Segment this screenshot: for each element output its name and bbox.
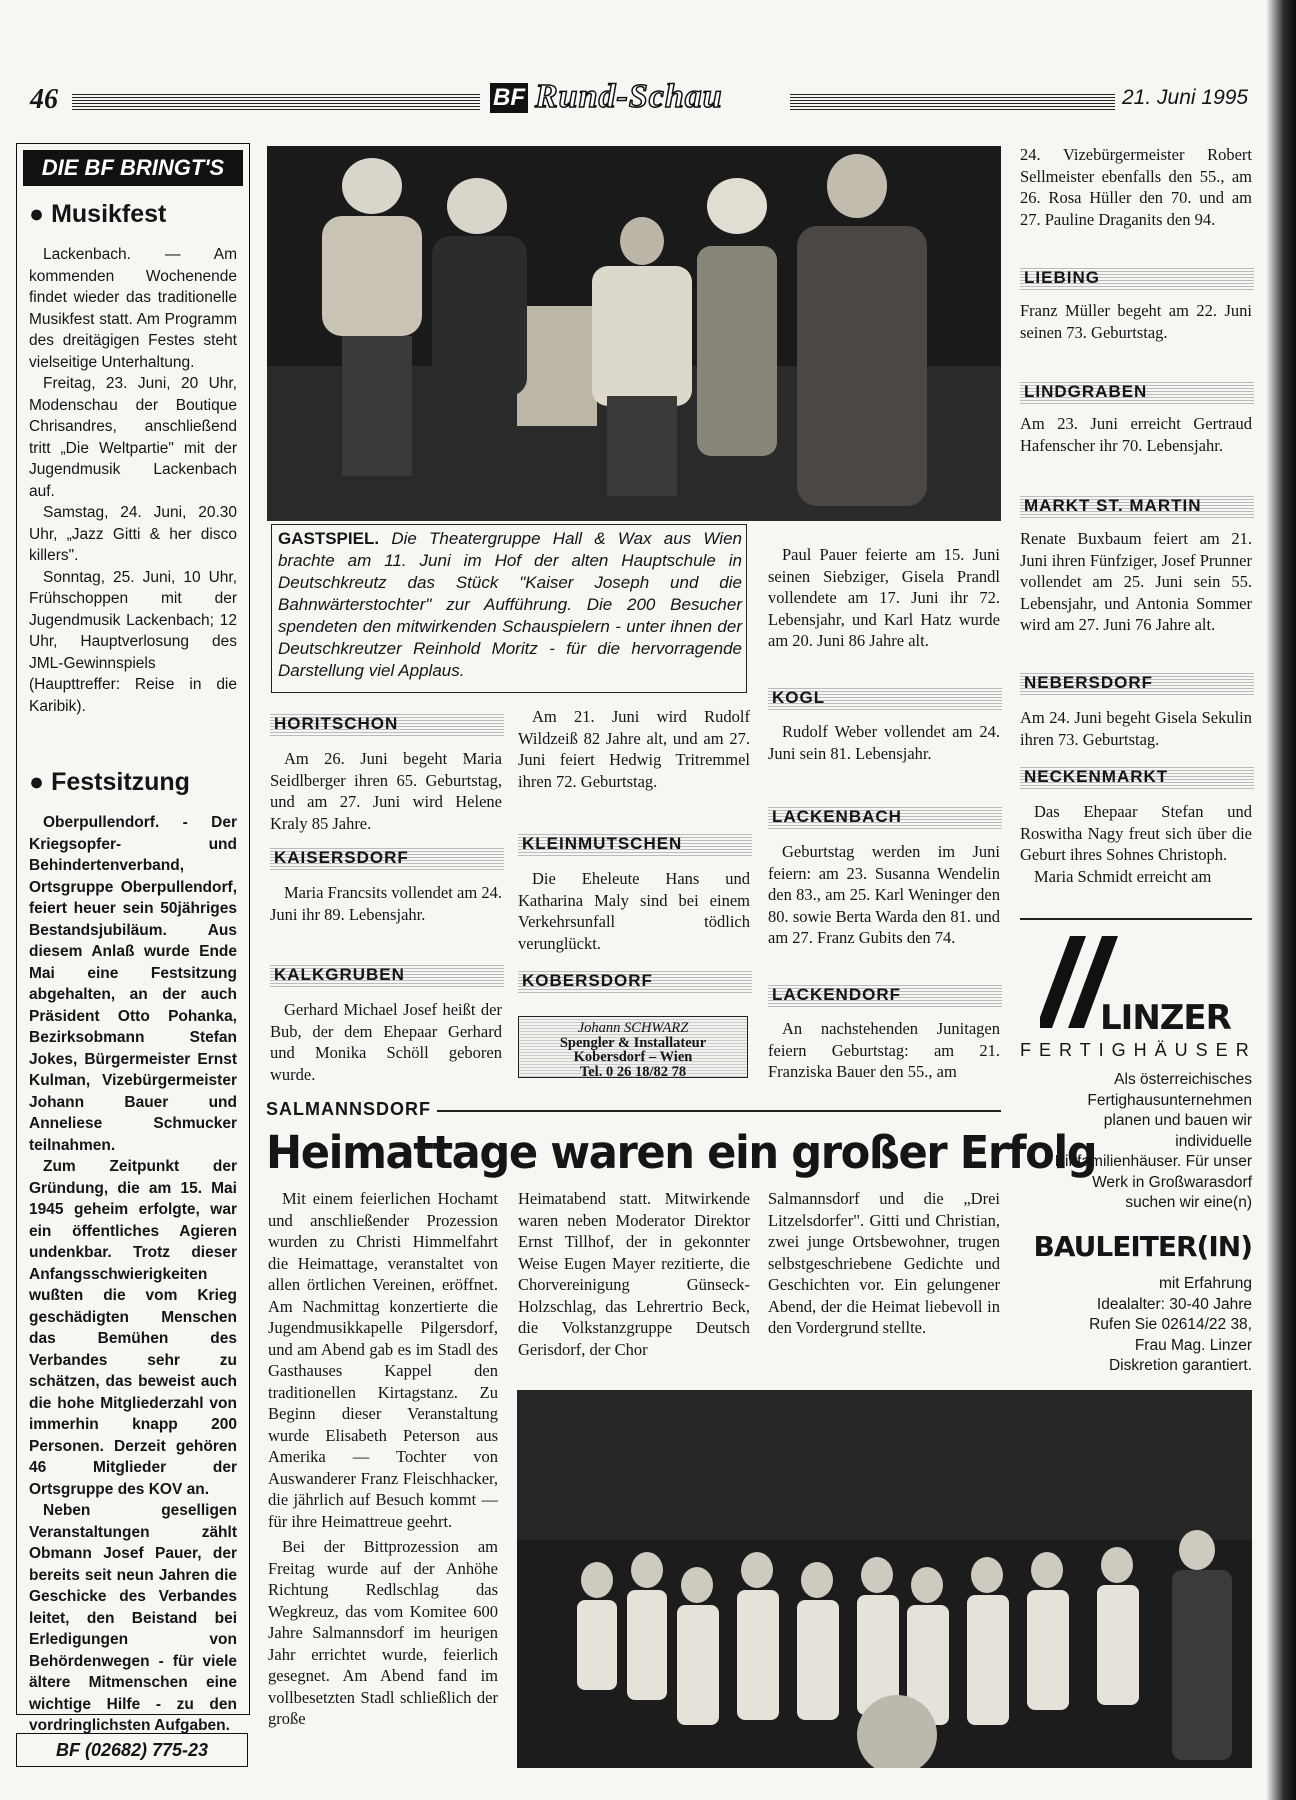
heading-liebing: LIEBING — [1020, 266, 1254, 290]
text-markt: Renate Buxbaum feiert am 21. Juni ihren Fünfziger, Josef Prunner vollendet am 25. Juni sein 55. Lebensjahr, und Antonia Sommer wird am 27. Juni 76 Jahre alt. — [1020, 529, 1252, 634]
bf-logo: BF — [490, 83, 528, 113]
text-nebersdorf: Am 24. Juni begeht Gisela Sekulin ihren 73. Geburtstag. — [1020, 708, 1252, 749]
text-kleinmutschen: Die Eheleute Hans und Katharina Maly sind bei einem Verkehrsunfall tödlich verunglückt. — [518, 869, 750, 953]
schwarz-name: Johann SCHWARZ — [577, 1020, 689, 1036]
musikfest-friday: Freitag, 23. Juni, 20 Uhr, Modenschau der Boutique Chrisandres, anschließend tritt „Die Weltpartie" mit der Jugendmusik Lackenbach auf. — [29, 375, 237, 500]
bullet-icon: ● — [29, 768, 45, 796]
article-col3: Salmannsdorf und die „Drei Litzelsdorfer". Gitti und Christian, zwei junge Ortsbewohner, trugen selbstgeschriebene Gedichte und Geschichten vor. Ein gelungener Abend, der die Heimat liebevoll in den Vordergrund stellte. — [768, 1189, 1000, 1337]
festsitzung-p2: Zum Zeitpunkt der Gründung, die am 15. Mai 1945 geheim erfolgte, war ein öffentliches Agieren undenkbar. Trotz dieser Anfangsschwierigkeiten wußten die vom Krieg geschädigten Menschen das Bemühen des Verbandes sehr zu schätzen, das beweist auch die hohe Mitgliederzahl von immerhin knapp 200 Personen. Derzeit gehören 46 Mitglieder der Ortsgruppe des KOV an. — [29, 1158, 237, 1498]
text-kalkgruben: Gerhard Michael Josef heißt der Bub, der dem Ehepaar Gerhard und Monika Schöll geboren wurde. — [270, 1000, 502, 1084]
heading-kaisersdorf: KAISERSDORF — [270, 846, 504, 870]
article-kicker: SALMANNSDORF — [266, 1099, 437, 1120]
neckenmarkt-p2: Maria Schmidt erreicht am — [1034, 866, 1212, 886]
text-lackendorf: An nachstehenden Junitagen feiern Geburtstag: am 21. Franziska Bauer den 55., am — [768, 1019, 1000, 1081]
neckenmarkt-p1: Das Ehepaar Stefan und Roswitha Nagy freut sich über die Geburt ihres Sohnes Christoph. — [1020, 802, 1252, 864]
article-col1-p1: Mit einem feierlichen Hochamt und anschließender Prozession wurden zu Christi Himmelfahrt die Heimattage, veranstaltet von allen örtlichen Vereinen, eröffnet. Am Nachmittag konzertierte die Jugendmusikkapelle Pilgersdorf, und am Abend gab es im Stadl des Gasthauses Kappel den traditionellen Kirtagstanz. Zu Beginn dieser Veranstaltung wurde Elisabeth Peterson aus Amerika — Tochter von Auswanderer Franz Fleischhacker, die jährlich auf Besuch kommt — für ihre Heimattreue geehrt. — [268, 1189, 498, 1531]
musikfest-body — [29, 244, 237, 717]
bullet-icon: ● — [29, 200, 45, 228]
linzer-details — [1020, 1274, 1252, 1377]
text-rudolf: Am 21. Juni wird Rudolf Wildzeiß 82 Jahre alt, und am 27. Juni feiert Hedwig Tritremmel ihren 72. Geburtstag. — [518, 707, 750, 791]
sidebar-title: DIE BF BRINGT'S — [23, 150, 243, 186]
text-liebing: Franz Müller begeht am 22. Juni seinen 73. Geburtstag. — [1020, 301, 1252, 342]
text-kaisersdorf: Maria Francsits vollendet am 24. Juni ihr 89. Lebensjahr. — [270, 883, 502, 924]
musikfest-sunday: Sonntag, 25. Juni, 10 Uhr, Frühschoppen mit der Jugendmusik Lackenbach; 12 Uhr, Hauptverlosung des JML-Gewinnspiels (Haupttreffer: Reise in die Karibik). — [29, 568, 237, 715]
heading-kogl: KOGL — [768, 686, 1002, 710]
choir-photo — [517, 1390, 1252, 1768]
heading-neckenmarkt: NECKENMARKT — [1020, 765, 1254, 789]
header-rule-left — [72, 92, 480, 110]
schwarz-place: Kobersdorf – Wien — [573, 1049, 693, 1065]
text-kogl: Rudolf Weber vollendet am 24. Juni sein 81. Lebensjahr. — [768, 722, 1000, 763]
linzer-ad — [1020, 930, 1257, 1380]
text-horitschon: Am 26. Juni begeht Maria Seidlberger ihren 65. Geburtstag, und am 27. Juni wird Helene Kraly 85 Jahre. — [270, 749, 502, 833]
theatre-photo-image — [267, 146, 1001, 521]
linzer-age: Idealalter: 30-40 Jahre — [1096, 1295, 1252, 1313]
heading-nebersdorf: NEBERSDORF — [1020, 671, 1254, 695]
linzer-contact: Frau Mag. Linzer — [1134, 1336, 1252, 1354]
schwarz-trade: Spengler & Installateur — [559, 1034, 707, 1051]
heading-horitschon: HORITSCHON — [270, 712, 504, 736]
heading-markt: MARKT ST. MARTIN — [1020, 494, 1254, 518]
choir-photo-image — [517, 1390, 1252, 1768]
header-date: 21. Juni 1995 — [1122, 86, 1249, 109]
festsitzung-body — [29, 812, 237, 1737]
festsitzung-p3: Neben geselligen Veranstaltungen zählt Obmann Josef Pauer, der bereits seit neun Jahren die Geschicke des Verbandes leitet, den Beistand bei Erledigungen von Behördenwegen - für viele ältere Mitmenschen eine wichtige Hilfe - zu den vordringlichsten Aufgaben. — [29, 1502, 237, 1734]
page-edge — [1266, 0, 1296, 1800]
linzer-sub: FERTIGHÄUSER — [1020, 1040, 1257, 1060]
text-neckenmarkt — [1020, 801, 1252, 887]
linzer-experience: mit Erfahrung — [1158, 1275, 1252, 1292]
linzer-phone: Rufen Sie 02614/22 38, — [1089, 1316, 1252, 1333]
header-rule-right — [790, 92, 1115, 110]
page-header — [0, 80, 1296, 120]
text-lackenbach: Geburtstag werden im Juni feiern: am 23. Susanna Wendelin den 83., am 25. Karl Weninger den 80. sowie Berta Warda den 81. und am 27. Franz Gubits den 74. — [768, 842, 1000, 947]
section-title: Rund-Schau — [535, 78, 723, 115]
right-col-continued: 24. Vizebürgermeister Robert Sellmeister ebenfalls den 55., am 26. Rosa Hüller den 70. und am 27. Pauline Draganits den 94. — [1020, 145, 1252, 229]
musikfest-intro: Lackenbach. — Am kommenden Wochenende findet wieder das traditionelle Musikfest statt. Am Programm des dreitägigen Festes steht vielseitige Unterhaltung. — [29, 246, 237, 371]
caption-frame — [271, 524, 747, 693]
sidebar-phone: BF (02682) 775-23 — [16, 1733, 248, 1767]
article-col2: Heimatabend statt. Mitwirkende waren neben Moderator Direktor Ernst Tillhof, der in gekonnter Weise Eugen Mayer rezitierte, die Chorvereinigung Günseck-Holzschlag, das Lehrertrio Beck, die Volkstanzgruppe Deutsch Gerisdorf, der Chor — [518, 1189, 750, 1359]
linzer-text: Als österreichisches Fertighausunternehmen planen und bauen wir individuelle Einfamilienhäuser. Für unser Werk in Großwarasdorf suchen wir eine(n) — [1054, 1071, 1252, 1211]
caption-lead: GASTSPIEL. — [278, 529, 380, 548]
heading-lackenbach: LACKENBACH — [768, 805, 1002, 829]
caption-text: Die Theatergruppe Hall & Wax aus Wien brachte am 11. Juni im Hof der alten Hauptschule in Deutschkreutz das Stück "Kaiser Joseph und die Bahnwärterstochter" zur Aufführung. Die 200 Besucher spendeten den mitwirkenden Schauspielern - unter ihnen der Deutschkreutzer Reinhold Moritz - für die hervorragende Darstellung viel Applaus. — [278, 529, 742, 680]
musikfest-saturday: Samstag, 24. Juni, 20.30 Uhr, „Jazz Gitti & her disco killers". — [29, 504, 237, 564]
heading-lindgraben: LINDGRABEN — [1020, 380, 1254, 404]
article-headline: Heimattage waren ein großer Erfolg — [266, 1126, 1097, 1179]
heading-kobersdorf: KOBERSDORF — [518, 969, 752, 993]
text-lindgraben: Am 23. Juni erreicht Gertraud Hafenscher ihr 70. Lebensjahr. — [1020, 414, 1252, 455]
musikfest-heading: ● Musikfest — [29, 200, 167, 228]
festsitzung-p1: Oberpullendorf. - Der Kriegsopfer- und Behindertenverband, Ortsgruppe Oberpullendorf, feiert heuer sein 50jähriges Bestandsjubiläum. Aus diesem Anlaß wurde Ende Mai eine Festsitzung abgehalten, an der auch Präsident Otto Pohanka, Bezirksobmann Stefan Jokes, Bürgermeister Ernst Kulman, Vizebürgermeister Johann Bauer und Anneliese Schmucker teilnahmen. — [29, 814, 237, 1154]
festsitzung-heading: ● Festsitzung — [29, 768, 190, 796]
schwarz-ad — [518, 1016, 748, 1078]
article-col1-p2: Bei der Bittprozession am Freitag wurde auf der Anhöhe Richtung Redlschlag das Wegkreuz, das vom Komitee 600 Jahre Salmannsdorf im heurigen Jahr errichtet wurde, feierlich gesegnet. Am Abend fand im vollbesetzten Stadl schließlich der große — [268, 1537, 498, 1728]
theatre-photo — [267, 146, 1001, 521]
ad-rule — [1020, 918, 1252, 920]
linzer-brand: LINZER — [1100, 998, 1231, 1038]
heading-kalkgruben: KALKGRUBEN — [270, 963, 504, 987]
text-pauer: Paul Pauer feierte am 15. Juni seinen Siebziger, Gisela Prandl vollendete am 17. Juni ihr 72. Lebensjahr, und Karl Hatz wurde am 20. Juni 86 Jahre alt. — [768, 545, 1000, 650]
page-number: 46 — [30, 84, 58, 115]
heading-kleinmutschen: KLEINMUTSCHEN — [518, 832, 752, 856]
sidebar-box — [16, 143, 250, 1734]
schwarz-phone: Tel. 0 26 18/82 78 — [579, 1063, 687, 1080]
heading-lackendorf: LACKENDORF — [768, 983, 1002, 1007]
linzer-job: BAULEITER(IN) — [1033, 1230, 1252, 1263]
linzer-discretion: Diskretion garantiert. — [1108, 1357, 1252, 1374]
article-col1 — [268, 1188, 498, 1730]
